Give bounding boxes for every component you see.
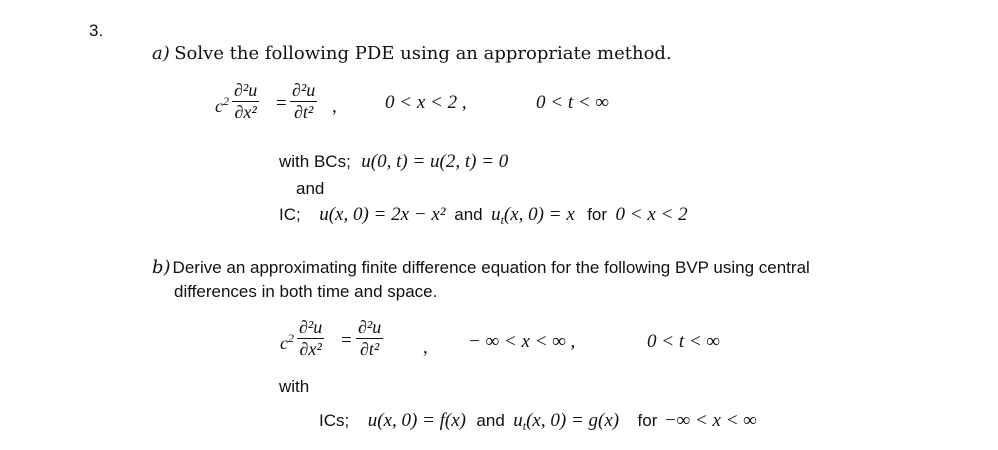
part-a-and: and [296, 179, 325, 198]
part-a-frac-left-den: ∂x² [234, 102, 257, 122]
part-a-bcs-line [279, 151, 508, 173]
part-b-ics-sub-t: t [522, 419, 527, 433]
part-a-t-domain: 0 < t < ∞ [536, 92, 609, 113]
part-a-x-domain: 0 < x < 2 , [385, 92, 467, 113]
part-a-label: a) [152, 43, 170, 64]
part-b-ics-math-1: u(x, 0) = f(x) [367, 410, 466, 431]
part-a-bcs-math: u(0, t) = u(2, t) = 0 [361, 151, 509, 172]
part-a-frac-left-num: ∂²u [234, 80, 258, 100]
part-b-fraction-right [356, 317, 383, 359]
part-a-ic-math-2 [491, 204, 575, 225]
part-a-eq-comma: , [332, 96, 337, 117]
part-a-ic-and: and [454, 205, 483, 224]
part-b-ics-for: for [637, 411, 658, 430]
part-b-ics-u: u [513, 410, 523, 431]
part-b-coefficient [280, 333, 294, 354]
part-a-ic-sub-t: t [500, 213, 504, 227]
part-b-with: with [279, 377, 310, 396]
part-b-eq-comma: , [423, 337, 428, 358]
part-b-t-domain: 0 < t < ∞ [647, 331, 720, 352]
part-b-frac-left-num: ∂²u [299, 317, 323, 337]
part-a-bcs-prefix: with BCs; [279, 152, 351, 171]
part-b-x-domain: − ∞ < x < ∞ , [468, 331, 576, 352]
part-a-heading [152, 43, 672, 64]
part-b-heading-line2: differences in both time and space. [174, 282, 438, 301]
part-a-frac-right-num: ∂²u [292, 80, 316, 100]
part-a-heading-text: Solve the following PDE using an appropriate method. [174, 43, 672, 64]
part-a-coeff-exp: 2 [223, 94, 229, 108]
part-b-frac-left-den: ∂x² [299, 339, 322, 359]
part-b-ics-rest: (x, 0) = g(x) [526, 410, 620, 431]
part-b-ics-range: −∞ < x < ∞ [663, 410, 757, 431]
part-a-fraction-left [232, 80, 259, 122]
part-a-ic-prefix: IC; [279, 205, 301, 224]
part-a-coeff-c: c [215, 96, 223, 116]
part-b-coeff-exp: 2 [288, 331, 294, 345]
problem-number: 3. [89, 21, 104, 40]
part-a-ic-u: u [491, 204, 501, 225]
part-b-equals: = [341, 330, 352, 351]
part-a-fraction-right [290, 80, 317, 122]
part-b-label: b) [152, 257, 171, 278]
part-a-ic-rest: (x, 0) = x [503, 204, 575, 225]
part-b-heading [152, 257, 810, 278]
part-a-ic-range: 0 < x < 2 [615, 204, 688, 225]
part-b-heading-line1: Derive an approximating finite difference equation for the following BVP using central [172, 258, 810, 277]
part-b-ics-math-2 [513, 410, 619, 431]
part-b-coeff-c: c [280, 333, 288, 353]
part-a-ic-math-1: u(x, 0) = 2x − x² [319, 204, 451, 225]
part-a-equals: = [276, 93, 287, 114]
part-b-ics-prefix: ICs; [319, 411, 350, 430]
part-a-ic-line [279, 204, 688, 226]
part-b-ics-and: and [476, 411, 505, 430]
part-a-frac-right-den: ∂t² [294, 102, 314, 122]
part-a-ic-for: for [587, 205, 608, 224]
part-a-coefficient [215, 96, 229, 117]
part-b-ics-line [319, 410, 757, 432]
part-b-frac-right-den: ∂t² [360, 339, 380, 359]
part-b-fraction-left [297, 317, 324, 359]
part-b-frac-right-num: ∂²u [358, 317, 382, 337]
